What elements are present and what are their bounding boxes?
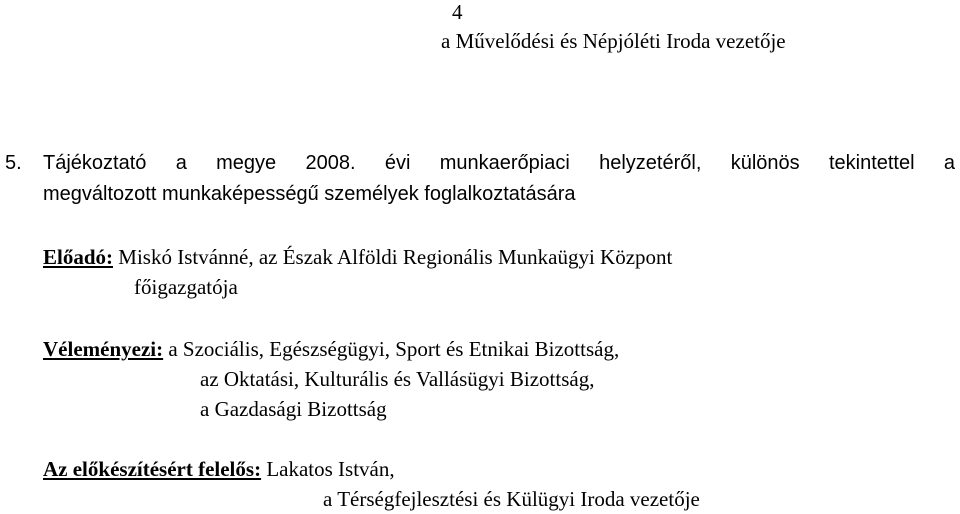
reviewer-1: a Szociális, Egészségügyi, Sport és Etnikai Bizottság,: [163, 337, 620, 361]
agenda-item-title-line-1: Tájékoztató a megye 2008. évi munkaerőpiaci helyzetéről, különös tekintettel a: [43, 152, 955, 174]
reviewers-line: [43, 337, 619, 361]
reviewer-3: a Gazdasági Bizottság: [200, 397, 387, 421]
presenter-line: [43, 245, 672, 269]
page-number: 4: [452, 0, 463, 24]
preparer-label: Az előkészítésért felelős:: [43, 457, 262, 481]
reviewers-label: Véleményezi:: [43, 337, 164, 361]
previous-item-presenter: a Művelődési és Népjóléti Iroda vezetője: [441, 29, 786, 53]
presenter-name: Miskó Istvánné, az Észak Alföldi Regionális Munkaügyi Központ: [113, 245, 673, 269]
agenda-item-title-line-2: megváltozott munkaképességű személyek foglalkoztatására: [43, 183, 576, 205]
preparer-title: a Térségfejlesztési és Külügyi Iroda vezetője: [323, 487, 700, 511]
preparer-line: [43, 457, 395, 481]
reviewer-2: az Oktatási, Kulturális és Vallásügyi Bizottság,: [200, 367, 595, 391]
presenter-title: főigazgatója: [134, 275, 238, 299]
presenter-label: Előadó:: [43, 245, 114, 269]
agenda-item-number: 5.: [5, 152, 22, 174]
preparer-name: Lakatos István,: [261, 457, 395, 481]
